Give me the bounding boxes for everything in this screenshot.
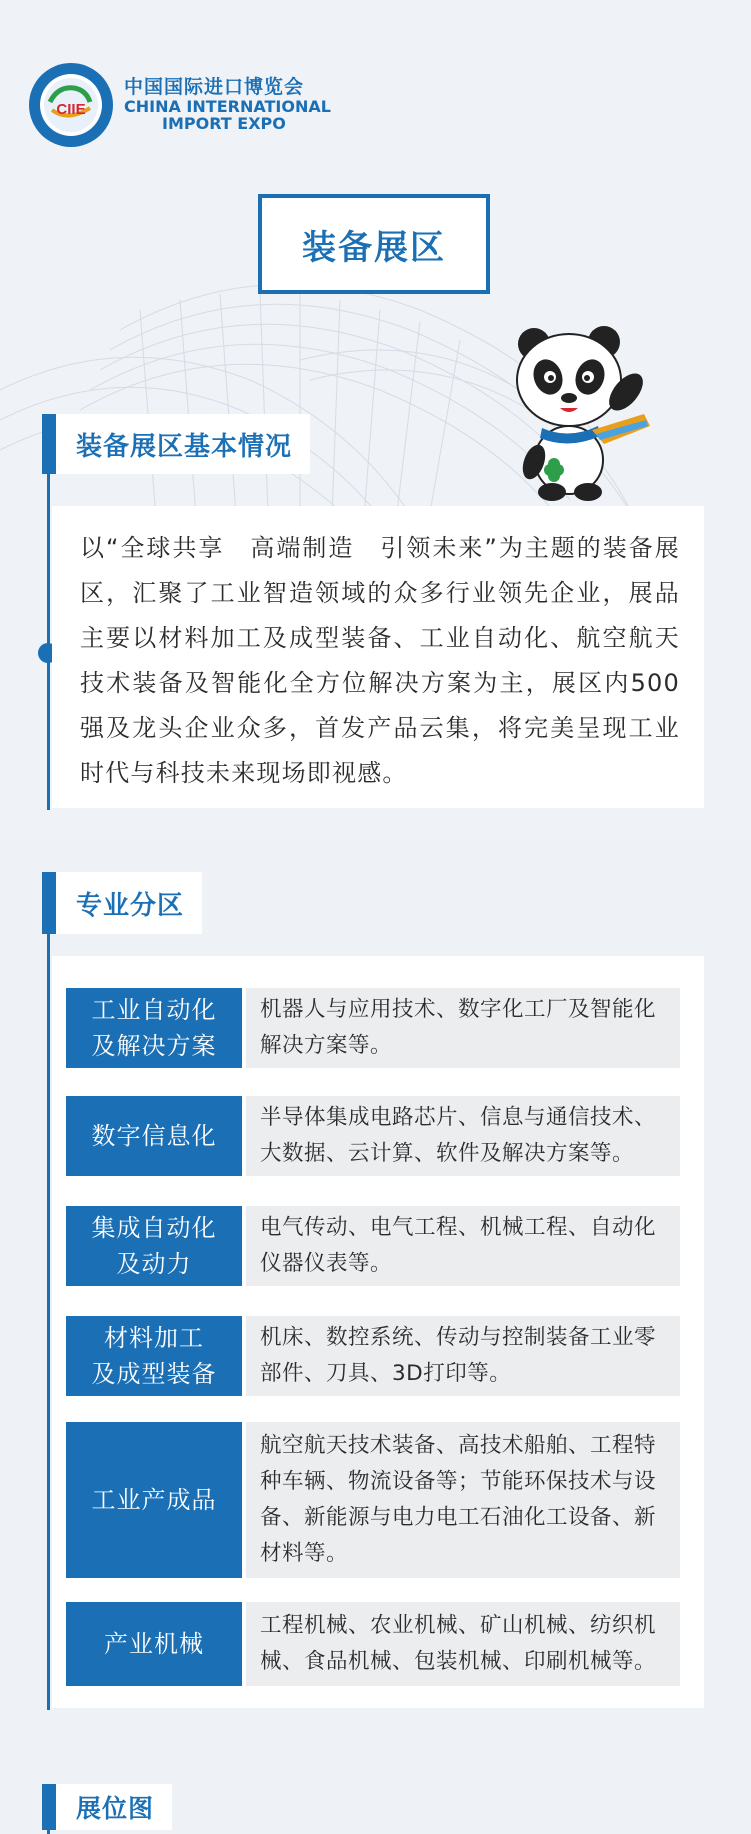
panda-mascot-icon [504,322,664,502]
zone-row [66,1316,680,1396]
zone-name: 工业产成品 [66,1422,242,1578]
zone-name: 工业自动化 及解决方案 [66,988,242,1068]
section-heading-booth-map: 展位图 [56,1784,172,1830]
zone-name: 产业机械 [66,1602,242,1686]
zone-description: 半导体集成电路芯片、信息与通信技术、大数据、云计算、软件及解决方案等。 [246,1096,680,1176]
section-header-bar [42,414,56,474]
zone-description: 航空航天技术装备、高技术船舶、工程特种车辆、物流设备等；节能环保技术与设备、新能源与电力电工石油化工设备、新材料等。 [246,1422,680,1578]
svg-text:CIIE: CIIE [56,101,86,118]
zone-name: 材料加工 及成型装备 [66,1316,242,1396]
ciie-badge-icon [28,62,114,148]
zone-row [66,1206,680,1286]
page-title-box [258,194,490,294]
section-header-zones [42,872,202,934]
zone-name: 数字信息化 [66,1096,242,1176]
zone-description: 机器人与应用技术、数字化工厂及智能化解决方案等。 [246,988,680,1068]
logo-english-line1: CHINA INTERNATIONAL [124,96,331,116]
intro-card [52,506,704,808]
zone-description: 机床、数控系统、传动与控制装备工业零部件、刀具、3D打印等。 [246,1316,680,1396]
zone-description: 工程机械、农业机械、矿山机械、纺织机械、食品机械、包装机械、印刷机械等。 [246,1602,680,1686]
section-heading-zones: 专业分区 [56,872,202,934]
zone-row [66,988,680,1068]
section-header-bar [42,1784,56,1830]
zone-row [66,1602,680,1686]
timeline-line-zones [47,876,50,1710]
zone-row [66,1096,680,1176]
intro-body-text: 以“全球共享 高端制造 引领未来”为主题的装备展区，汇聚了工业智造领域的众多行业领先企业，展品主要以材料加工及成型装备、工业自动化、航空航天技术装备及智能化全方位解决方案为主，展区内500强及龙头企业众多，首发产品云集，将完美呈现工业时代与科技未来现场即视感。 [80,534,680,787]
logo-english-line2: IMPORT EXPO [162,114,286,134]
section-heading-intro: 装备展区基本情况 [56,414,310,474]
zone-name: 集成自动化 及动力 [66,1206,242,1286]
timeline-line-intro [47,430,50,810]
page-title: 装备展区 [302,227,446,268]
section-header-intro [42,414,310,474]
section-header-bar [42,872,56,934]
zone-row [66,1422,680,1578]
ciie-logo [28,62,331,148]
zone-description: 电气传动、电气工程、机械工程、自动化仪器仪表等。 [246,1206,680,1286]
logo-chinese-name: 中国国际进口博览会 [124,76,305,99]
section-header-booth-map [42,1784,172,1830]
zones-card [52,956,704,1708]
